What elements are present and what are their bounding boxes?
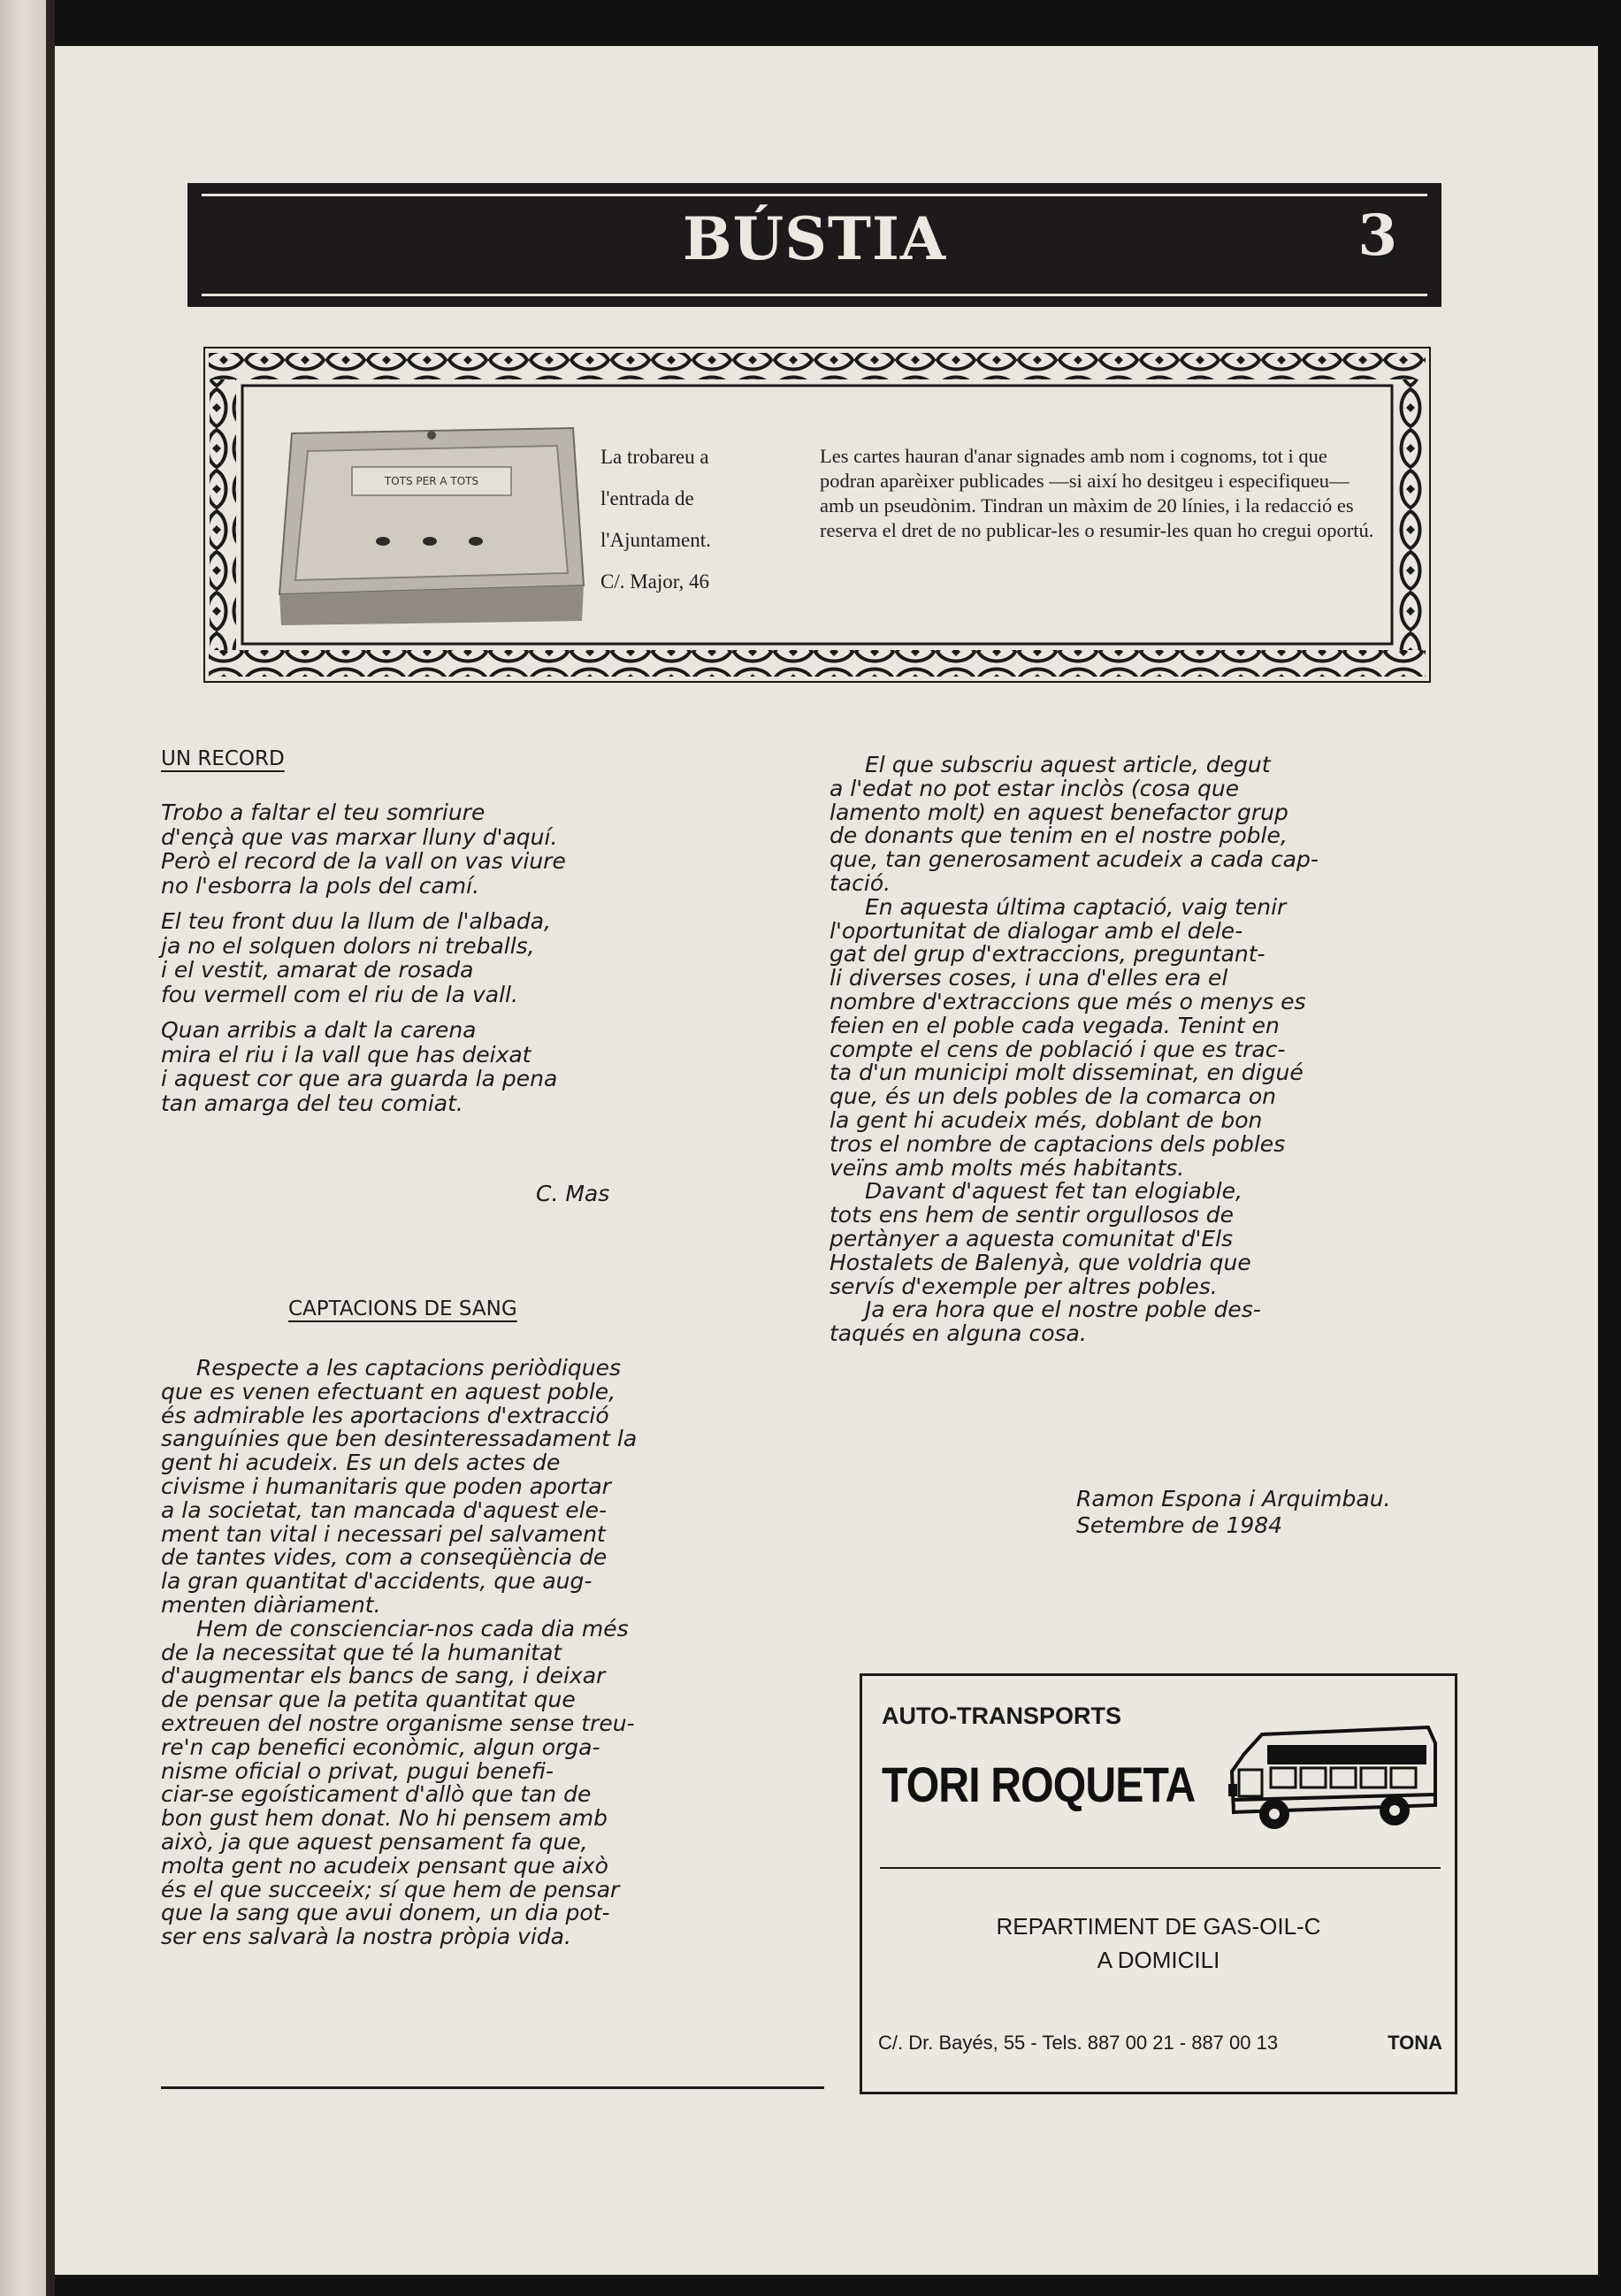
letter-rules: Les cartes hauran d'anar signades amb nom i cognoms, tot i que podran aparèixer publicades —si així ho desitgeu i especifiqueu— amb un pseudònim. Tindran un màxim de 20 línies, i la redacció es reserva el dret de no publicar-les o resumir-les quan ho cregui oportú. (820, 445, 1374, 541)
article-line: Ja era hora que el nostre poble des- (865, 1297, 1261, 1323)
ad-company-line: AUTO-TRANSPORTS (882, 1703, 1122, 1729)
poem-line: El teu front duu la llum de l'albada, (161, 908, 551, 934)
article-line: veïns amb molts més habitants. (830, 1154, 1185, 1181)
article-line: pertànyer a aquesta comunitat d'Els (830, 1226, 1234, 1251)
poem-line: i aquest cor que ara guarda la pena (161, 1066, 558, 1091)
spine-shadow (46, 0, 55, 2296)
page-number: 3 (1357, 203, 1397, 269)
ad-divider (880, 1867, 1441, 1869)
article-line: tros el nombre de captacions dels pobles (830, 1130, 1286, 1157)
ad-company-name: TORI ROQUETA (882, 1756, 1196, 1812)
blood-donation-line: a la societat, tan mancada d'aquest ele- (161, 1496, 607, 1523)
poem-line: d'ençà que vas marxar lluny d'aquí. (161, 823, 558, 850)
article-line: Hostalets de Balenyà, que voldria que (830, 1249, 1251, 1275)
blood-donation-line: la gran quantitat d'accidents, que aug- (161, 1568, 593, 1595)
blood-donation-line: gent hi acudeix. Es un dels actes de (161, 1450, 561, 1476)
article-line: Davant d'aquest fet tan elogiable, (865, 1178, 1243, 1205)
article-line: En aquesta última captació, vaig tenir (865, 893, 1287, 920)
magazine-page (55, 46, 1598, 2275)
mailbox-label: TOTS PER A TOTS (384, 475, 479, 487)
ad-footer (878, 2032, 1442, 2055)
poem-line: i el vestit, amarat de rosada (161, 957, 474, 983)
poem-line: Però el record de la vall on vas viure (161, 848, 566, 874)
article-line: gat del grup d'extraccions, preguntant- (830, 941, 1265, 968)
poem-line: no l'esborra la pols del camí. (161, 872, 480, 899)
blood-donation-line: Respecte a les captacions periòdiques (196, 1355, 622, 1381)
article-line: de donants que tenim en el nostre poble, (830, 823, 1288, 849)
article-line: nombre d'extraccions que més o menys es (830, 989, 1306, 1014)
blood-donation-line: és el que succeeix; sí que hem de pensar (161, 1876, 620, 1902)
column-bottom-rule (161, 2086, 824, 2089)
article-line: que, és un dels pobles de la comarca on (830, 1083, 1277, 1110)
bus-icon (1227, 1718, 1442, 1842)
blood-donation-line: que es venen efectuant en aquest poble, (161, 1378, 616, 1404)
location-line-2: l'entrada de (600, 487, 694, 509)
article-line: la gent hi acudeix més, doblant de bon (830, 1107, 1263, 1133)
section-header (187, 183, 1441, 307)
blood-donation-line: extreuen del nostre organisme sense treu- (161, 1711, 635, 1736)
blood-donation-line: de la necessitat que té la humanitat (161, 1639, 562, 1665)
poem-line: Quan arribis a dalt la carena (161, 1017, 477, 1043)
poem-line: mira el riu i la vall que has deixat (161, 1041, 531, 1068)
blood-donation-line: ciar-se egoísticament d'allò que tan de (161, 1781, 592, 1808)
article-line: ta d'un municipi molt disseminat, en digué (830, 1060, 1304, 1086)
poem-author: C. Mas (536, 1181, 610, 1206)
blood-donation-line: molta gent no acudeix pensant que això (161, 1852, 608, 1879)
header-bottom-rule (202, 294, 1427, 296)
ad-service-line-1: REPARTIMENT DE GAS-OIL-C (996, 1913, 1321, 1940)
article-line: tots ens hem de sentir orgullosos de (830, 1202, 1235, 1228)
article-line: taqués en alguna cosa. (830, 1320, 1087, 1347)
blood-donation-line: és admirable les aportacions d'extracció (161, 1402, 609, 1428)
ad-service-line-2: A DOMICILI (1097, 1947, 1220, 1973)
header-top-rule (202, 194, 1427, 196)
blood-donation-heading: CAPTACIONS DE SANG (288, 1297, 517, 1320)
article-line: li diverses coses, i una d'elles era el (830, 965, 1228, 991)
blood-donation-line: re'n cap benefici econòmic, algun orga- (161, 1733, 600, 1760)
article-line: feien en el poble cada vegada. Tenint en (830, 1012, 1280, 1038)
section-title: BÚSTIA (682, 204, 947, 273)
poem-line: fou vermell com el riu de la vall. (161, 981, 518, 1007)
advertisement (860, 1673, 1457, 2094)
ad-address: C/. Dr. Bayés, 55 - Tels. 887 00 21 - 887 00 13 (878, 2032, 1279, 2054)
blood-donation-line: que la sang que avui donem, un dia pot- (161, 1900, 610, 1926)
article-line: tació. (830, 870, 891, 896)
mailbox-photo (272, 409, 591, 630)
blood-donation-line: ser ens salvarà la nostra pròpia vida. (161, 1924, 571, 1950)
article-line: que, tan generosament acudeix a cada cap- (830, 846, 1319, 873)
article-date: Setembre de 1984 (1076, 1512, 1283, 1538)
poem-line: tan amarga del teu comiat. (161, 1090, 463, 1116)
blood-donation-line: Hem de conscienciar-nos cada dia més (196, 1615, 629, 1642)
poem-line: ja no el solquen dolors ni treballs, (161, 932, 535, 959)
ad-town: TONA (1388, 2032, 1442, 2054)
blood-donation-line: sanguínies que ben desinteressadament la (161, 1426, 638, 1452)
article-line: l'oportunitat de dialogar amb el dele- (830, 917, 1243, 944)
location-line-1: La trobareu a (600, 446, 709, 468)
blood-donation-line: bon gust hem donat. No hi pensem amb (161, 1805, 608, 1832)
article-line: a l'edat no pot estar inclòs (cosa que (830, 775, 1240, 801)
blood-donation-line: menten diàriament. (161, 1592, 381, 1618)
blood-donation-line: això, ja que aquest pensament fa que, (161, 1829, 588, 1855)
article-line: servís d'exemple per altres pobles. (830, 1273, 1218, 1299)
article-line: compte el cens de població i que es trac- (830, 1036, 1286, 1062)
blood-donation-line: ment tan vital i necessari pel salvament (161, 1520, 606, 1547)
article-line: El que subscriu aquest article, degut (865, 752, 1271, 777)
blood-donation-line: nisme oficial o privat, pugui benefi- (161, 1757, 554, 1784)
blood-donation-line: de pensar que la petita quantitat que (161, 1687, 576, 1713)
blood-donation-line: d'augmentar els bancs de sang, i deixar (161, 1663, 606, 1689)
article-line: lamento molt) en aquest benefactor grup (830, 799, 1288, 825)
location-line-4: C/. Major, 46 (600, 570, 710, 593)
location-line-3: l'Ajuntament. (600, 529, 711, 551)
blood-donation-line: civisme i humanitaris que poden aportar (161, 1473, 611, 1499)
blood-donation-line: de tantes vides, com a conseqüència de (161, 1544, 608, 1571)
poem-line: Trobo a faltar el teu somriure (161, 800, 486, 825)
poem-heading: UN RECORD (161, 747, 285, 770)
article-signature: Ramon Espona i Arquimbau. (1076, 1486, 1391, 1512)
